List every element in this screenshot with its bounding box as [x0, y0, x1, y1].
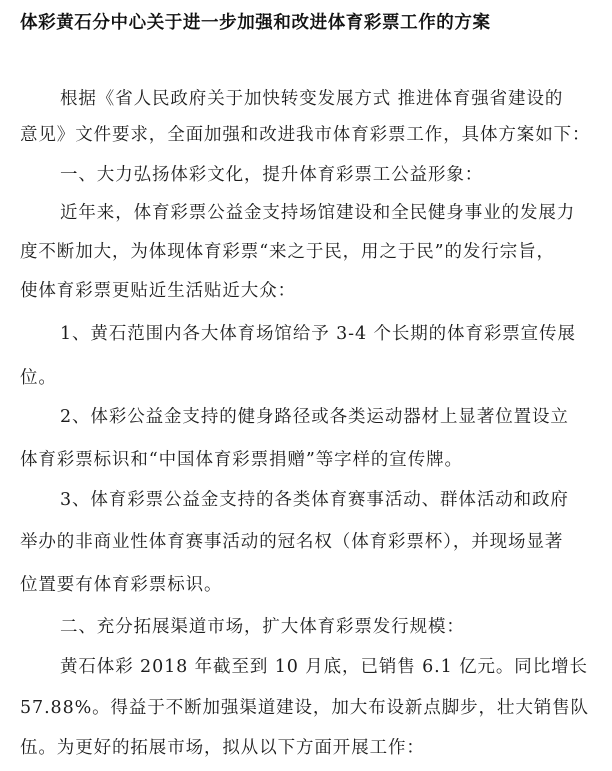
list-item-continuation: 举办的非商业性体育赛事活动的冠名权（体育彩票杯），并现场显著	[20, 532, 564, 552]
text-line: 57.88%。得益于不断加强渠道建设，加大布设新点脚步，壮大销售队	[20, 698, 589, 718]
section-heading: 二、充分拓展渠道市场，扩大体育彩票发行规模：	[60, 617, 465, 637]
list-item: 1、黄石范围内各大体育场馆给予 3-4 个长期的体育彩票宣传展	[60, 324, 576, 344]
text-line: 使体育彩票更贴近生活贴近大众：	[20, 281, 296, 301]
list-item-continuation: 位。	[20, 368, 57, 388]
list-item-continuation: 体育彩票标识和“中国体育彩票捐赠”等字样的宣传牌。	[20, 450, 463, 470]
text-line: 度不断加大，为体现体育彩票“来之于民，用之于民”的发行宗旨，	[20, 242, 555, 262]
list-item-continuation: 位置要有体育彩票标识。	[20, 575, 223, 595]
list-item: 3、体育彩票公益金支持的各类体育赛事活动、群体活动和政府	[60, 490, 569, 510]
text-line: 伍。为更好的拓展市场，拟从以下方面开展工作：	[20, 738, 425, 758]
text-line: 近年来，体育彩票公益金支持场馆建设和全民健身事业的发展力	[60, 203, 576, 223]
list-item: 2、体彩公益金支持的健身路径或各类运动器材上显著位置设立	[60, 407, 569, 427]
section-heading: 一、大力弘扬体彩文化，提升体育彩票工公益形象：	[60, 165, 484, 185]
document-title: 体彩黄石分中心关于进一步加强和改进体育彩票工作的方案	[20, 13, 491, 33]
text-line: 黄石体彩 2018 年截至到 10 月底，已销售 6.1 亿元。同比增长	[60, 657, 588, 677]
text-line: 意见》文件要求，全面加强和改进我市体育彩票工作，具体方案如下：	[20, 125, 591, 145]
text-line: 根据《省人民政府关于加快转变发展方式 推进体育强省建设的	[60, 89, 564, 109]
